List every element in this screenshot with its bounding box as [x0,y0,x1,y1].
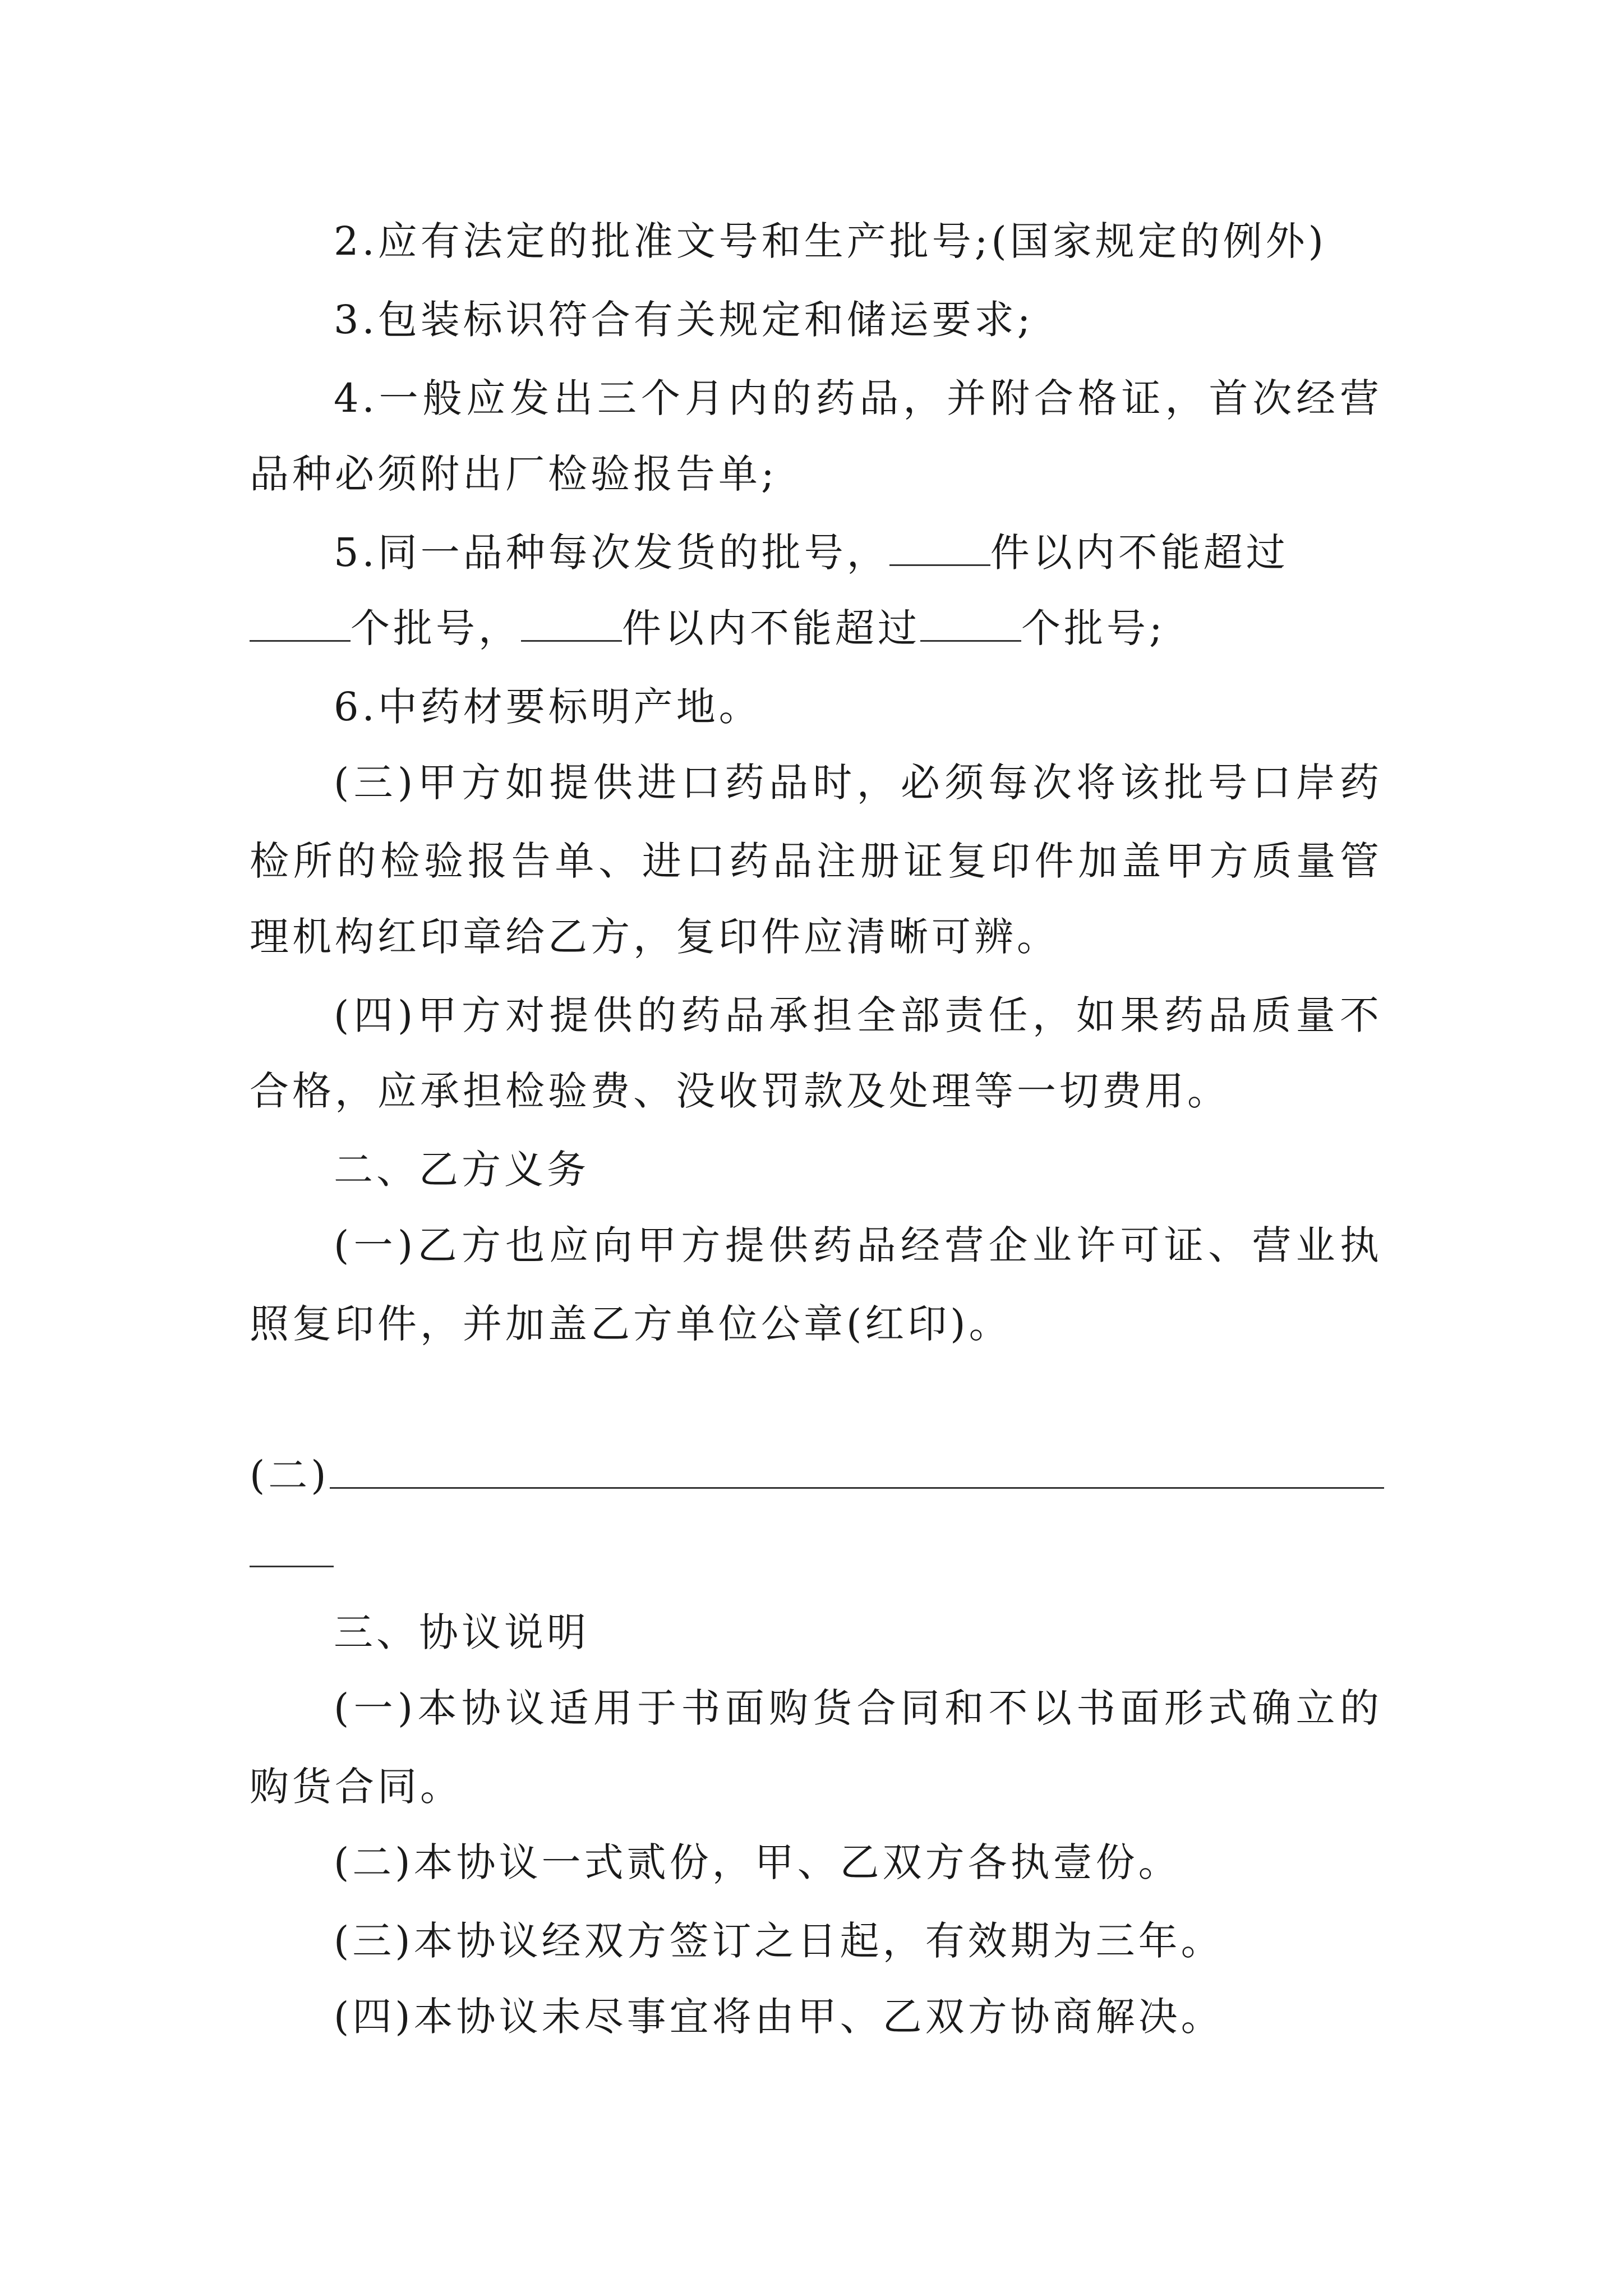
paragraph-line [334,524,1382,581]
fill-in-blank[interactable] [920,605,1021,642]
paragraph-line: 品种必须附出厂检验报告单; [250,451,778,497]
paragraph-line: 理机构红印章给乙方，复印件应清晰可辨。 [250,914,1059,960]
paragraph-line: 6.中药材要标明产地。 [334,684,762,730]
fill-in-blank[interactable] [250,605,351,642]
paragraph-line: (二)本协议一式贰份，甲、乙双方各执壹份。 [334,1839,1181,1885]
paragraph-line [250,1447,1382,1503]
paragraph-line: (一)本协议适用于书面购货合同和不以书面形式确立的 [334,1685,1382,1731]
paragraph-line: 检所的检验报告单、进口药品注册证复印件加盖甲方质量管 [250,838,1382,884]
paragraph-line: 3.包装标识符合有关规定和储运要求; [334,297,1034,343]
fill-in-blank[interactable] [250,1531,334,1567]
section-heading: 三、协议说明 [334,1609,589,1655]
paragraph-line: 购货合同。 [250,1764,463,1810]
text-segment: 件以内不能超过 [622,605,920,651]
paragraph-line: (三)本协议经双方签订之日起，有效期为三年。 [334,1918,1224,1964]
paragraph-line: 4.一般应发出三个月内的药品，并附合格证，首次经营 [334,375,1382,421]
text-segment: (二) [250,1452,330,1498]
text-segment: 5.同一品种每次发货的批号， [334,530,889,576]
paragraph-line: (四)甲方对提供的药品承担全部责任，如果药品质量不 [334,992,1382,1038]
paragraph-line: 照复印件，并加盖乙方单位公章(红印)。 [250,1301,1012,1347]
paragraph-line [250,600,1382,656]
paragraph-line: (一)乙方也应向甲方提供药品经营企业许可证、营业执 [334,1222,1382,1268]
text-segment: 个批号; [1021,605,1166,651]
fill-in-blank[interactable] [521,605,622,642]
fill-in-blank[interactable] [889,530,990,566]
fill-in-blank[interactable] [330,1452,1384,1489]
paragraph-line: (三)甲方如提供进口药品时，必须每次将该批号口岸药 [334,760,1382,806]
text-segment: 件以内不能超过 [990,530,1289,576]
paragraph-line: 2.应有法定的批准文号和生产批号;(国家规定的例外) [334,218,1327,264]
paragraph-line: 合格，应承担检验费、没收罚款及处理等一切费用。 [250,1068,1230,1114]
paragraph-line [250,1526,1382,1582]
paragraph-line: (四)本协议未尽事宜将由甲、乙双方协商解决。 [334,1994,1224,2040]
text-segment: 个批号， [351,605,521,651]
section-heading: 二、乙方义务 [334,1147,589,1193]
